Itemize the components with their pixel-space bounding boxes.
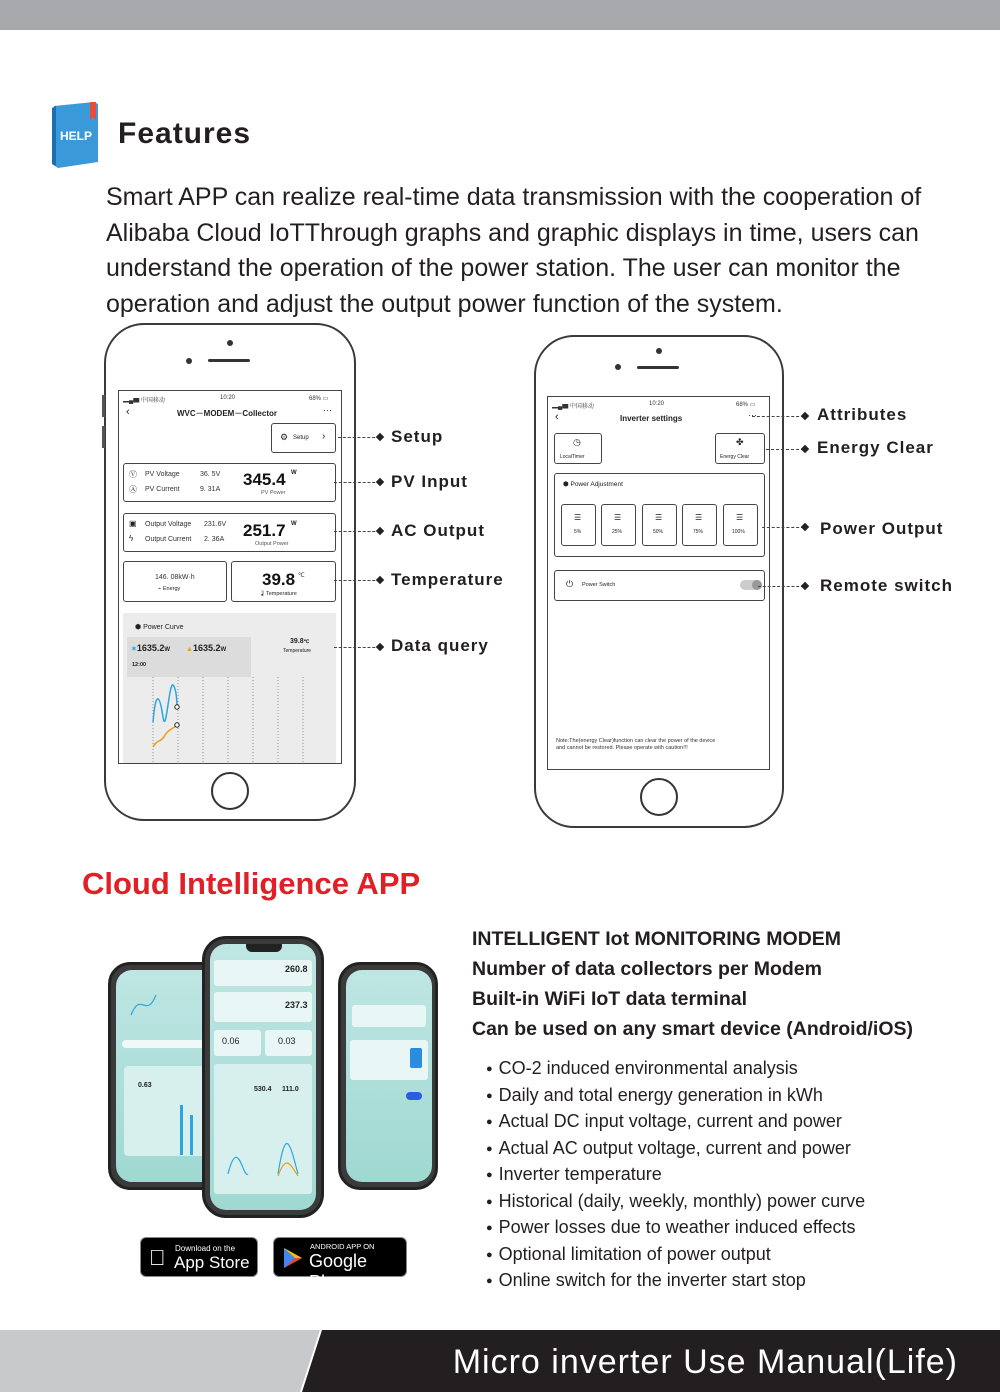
app-phone-right xyxy=(338,962,438,1190)
callout-dot xyxy=(801,412,809,420)
setup-button[interactable]: ⚙ Setup › xyxy=(271,423,336,453)
callout-line xyxy=(334,531,380,532)
more-icon[interactable]: ··· xyxy=(748,410,757,420)
callout-dot xyxy=(801,445,809,453)
mini-power-curve xyxy=(218,1114,310,1184)
svg-text:HELP: HELP xyxy=(59,129,93,143)
energy-clear-note: Note:The(energy Clear)function can clear the power of the device and cannot be restored. Please operate with caution!!! xyxy=(556,738,716,751)
inverter-icon: ▣ xyxy=(129,519,137,528)
power-adjustment-panel xyxy=(554,473,765,557)
power-adjustment-title: ⬢ Power Adjustment xyxy=(563,481,623,488)
gear-icon: ⚙ xyxy=(280,432,289,442)
ac-output-card[interactable]: ▣ Output Voltage 231.6V ϟ Output Current 2. 36A 251.7 W Output Power xyxy=(123,513,336,552)
fan-icon: ✤ xyxy=(736,437,744,447)
current-icon: Ⓐ xyxy=(129,485,137,494)
intro-paragraph: Smart APP can realize real-time data transmission with the cooperation of Alibaba Cloud IoTThrough graphs and graphic displays in time, users can understand the operation of the power station. The user can monitor the operation and adjust the output power function of the system. xyxy=(106,183,922,318)
top-bar xyxy=(0,0,1000,30)
curve-value-1: ✶1635.2W xyxy=(131,643,171,653)
power-level-75[interactable]: ☰ 75% xyxy=(682,504,717,546)
speaker-grille xyxy=(637,366,679,369)
app-screen: 260.8 237.3 0.06 0.03 530.4 111.0 xyxy=(210,944,316,1210)
sensor-icon xyxy=(186,358,192,364)
feature-bullet: ● Power losses due to weather induced effects xyxy=(486,1217,856,1238)
power-curve-chart xyxy=(123,677,336,763)
callout-energy-clear: Energy Clear xyxy=(817,438,934,457)
google-play-icon xyxy=(283,1247,303,1269)
power-curve-title: ⬢ Power Curve xyxy=(135,624,184,631)
apple-logo-icon xyxy=(149,1245,166,1271)
spec-line: Number of data collectors per Modem xyxy=(472,958,822,980)
status-time: 10:20 xyxy=(220,395,236,401)
callout-line xyxy=(334,647,380,648)
energy-card[interactable]: 146. 08kW·h ⌁ Energy xyxy=(123,561,227,602)
temperature-card[interactable]: 39.8 ℃ 🌡Temperature xyxy=(231,561,336,602)
status-time: 10:20 xyxy=(649,401,665,407)
callout-dot xyxy=(376,478,384,486)
power-switch-toggle[interactable] xyxy=(740,580,762,590)
callout-ac-output: AC Output xyxy=(391,521,485,540)
callout-remote-switch: Remote switch xyxy=(820,576,953,595)
camera-icon xyxy=(227,340,233,346)
screen-title: Inverter settings xyxy=(620,414,683,423)
energy-clear-button[interactable]: ✤ Energy Clear xyxy=(715,433,765,464)
google-play-button[interactable]: ANDROID APP ON Google Play xyxy=(273,1237,407,1277)
feature-bullet: ● Historical (daily, weekly, monthly) power curve xyxy=(486,1191,865,1212)
feature-bullet: ● Actual DC input voltage, current and power xyxy=(486,1111,842,1132)
status-carrier: ▂▄▆ 中国移动 xyxy=(552,404,594,410)
footer-title: Micro inverter Use Manual(Life) xyxy=(452,1343,958,1381)
sliders-icon: ☰ xyxy=(574,513,582,522)
callout-dot xyxy=(376,433,384,441)
home-button[interactable] xyxy=(211,772,249,810)
feature-bullet: ● Optional limitation of power output xyxy=(486,1244,771,1265)
callout-temperature: Temperature xyxy=(391,570,504,589)
callout-line xyxy=(334,482,380,483)
output-curve-line xyxy=(153,725,177,747)
app-phone-center xyxy=(202,936,324,1218)
mini-value: 0.63 xyxy=(138,1082,152,1089)
sliders-icon: ☰ xyxy=(655,513,663,522)
spec-line: Can be used on any smart device (Android/iOS) xyxy=(472,1018,914,1040)
energy-bars xyxy=(126,1095,210,1155)
callout-line xyxy=(762,527,804,528)
local-timer-button[interactable]: ◷ LocalTimer xyxy=(554,433,602,464)
callout-line xyxy=(766,449,804,450)
sliders-icon: ☰ xyxy=(736,513,744,522)
back-arrow-icon[interactable]: ‹ xyxy=(126,406,130,418)
phone2-screen xyxy=(547,396,770,770)
clock-icon: ◷ xyxy=(573,437,581,447)
phone1-screen xyxy=(118,390,342,764)
voltage-icon: Ⓥ xyxy=(129,470,137,479)
app-screen xyxy=(346,970,432,1182)
speaker-grille xyxy=(208,359,250,362)
callout-dot xyxy=(376,643,384,651)
status-battery: 68% ▭ xyxy=(309,396,329,402)
more-icon[interactable]: ··· xyxy=(323,405,332,415)
temperature-label: 🌡Temperature xyxy=(259,591,297,597)
callout-power-output: Power Output xyxy=(820,519,944,538)
power-switch-row: ⏻ Power Switch xyxy=(554,570,765,601)
curve-value-2: ▲1635.2W xyxy=(186,643,227,653)
callout-line xyxy=(752,416,804,417)
sensor-icon xyxy=(615,364,621,370)
screen-title: WVC－MODEM－Collector xyxy=(177,409,277,418)
app-store-button[interactable]: Download on the App Store xyxy=(140,1237,258,1277)
power-level-50[interactable]: ☰ 50% xyxy=(642,504,677,546)
home-button[interactable] xyxy=(640,778,678,816)
power-icon: ⏻ xyxy=(566,579,574,589)
status-carrier: ▂▄▆ 中国移动 xyxy=(123,398,165,404)
chevron-right-icon: › xyxy=(322,431,326,442)
mini-out-value: 237.3 xyxy=(285,1000,308,1010)
curve-temp-value: 39.8℃ xyxy=(290,638,310,645)
phone-side-button xyxy=(102,395,105,417)
temperature-value: 39.8 xyxy=(262,570,296,589)
mini-pv-value: 260.8 xyxy=(285,964,308,974)
callout-attributes: Attributes xyxy=(817,405,908,424)
spec-line: INTELLIGENT Iot MONITORING MODEM xyxy=(472,928,842,950)
callout-pv-input: PV Input xyxy=(391,472,468,491)
pv-input-card[interactable]: Ⓥ PV Voltage 36. 5V Ⓐ PV Current 9. 31A 345.4 W PV Power xyxy=(123,463,336,502)
output-power-value: 251.7 xyxy=(243,521,286,540)
callout-dot xyxy=(376,576,384,584)
back-arrow-icon[interactable]: ‹ xyxy=(555,411,559,423)
feature-bullet: ● Online switch for the inverter start stop xyxy=(486,1270,806,1291)
power-curve-panel[interactable]: ⬢ Power Curve ✶1635.2W ▲1635.2W 12:00 39.8℃ Temperature xyxy=(123,613,336,763)
cloud-app-title: Cloud Intelligence APP xyxy=(82,866,421,901)
feature-bullet: ● Daily and total energy generation in kWh xyxy=(486,1085,823,1106)
status-battery: 68% ▭ xyxy=(736,402,756,408)
power-level-25[interactable]: ☰ 25% xyxy=(601,504,636,546)
lightning-icon: ϟ xyxy=(129,534,134,543)
feature-bullet: ● CO-2 induced environmental analysis xyxy=(486,1058,798,1079)
callout-data-query: Data query xyxy=(391,636,489,655)
callout-dot xyxy=(801,523,809,531)
callout-line xyxy=(758,586,804,587)
power-level-100[interactable]: ☰ 100% xyxy=(723,504,758,546)
spec-line: Built-in WiFi IoT data terminal xyxy=(472,988,747,1010)
pv-power-value: 345.4 xyxy=(243,470,286,489)
mini-curve xyxy=(126,985,210,1025)
pv-curve-line xyxy=(153,685,177,722)
help-book-icon xyxy=(50,102,100,168)
features-title: Features xyxy=(118,117,252,150)
phone-side-button xyxy=(102,426,105,448)
feature-bullet: ● Actual AC output voltage, current and power xyxy=(486,1138,851,1159)
callout-dot xyxy=(801,582,809,590)
callout-setup: Setup xyxy=(391,427,444,446)
callout-line xyxy=(338,437,380,438)
callout-line xyxy=(334,580,380,581)
callout-dot xyxy=(376,527,384,535)
sliders-icon: ☰ xyxy=(614,513,622,522)
feature-bullet: ● Inverter temperature xyxy=(486,1164,662,1185)
camera-icon xyxy=(656,348,662,354)
power-level-5[interactable]: ☰ 5% xyxy=(561,504,596,546)
sliders-icon: ☰ xyxy=(695,513,703,522)
energy-label: ⌁ Energy xyxy=(158,586,181,592)
